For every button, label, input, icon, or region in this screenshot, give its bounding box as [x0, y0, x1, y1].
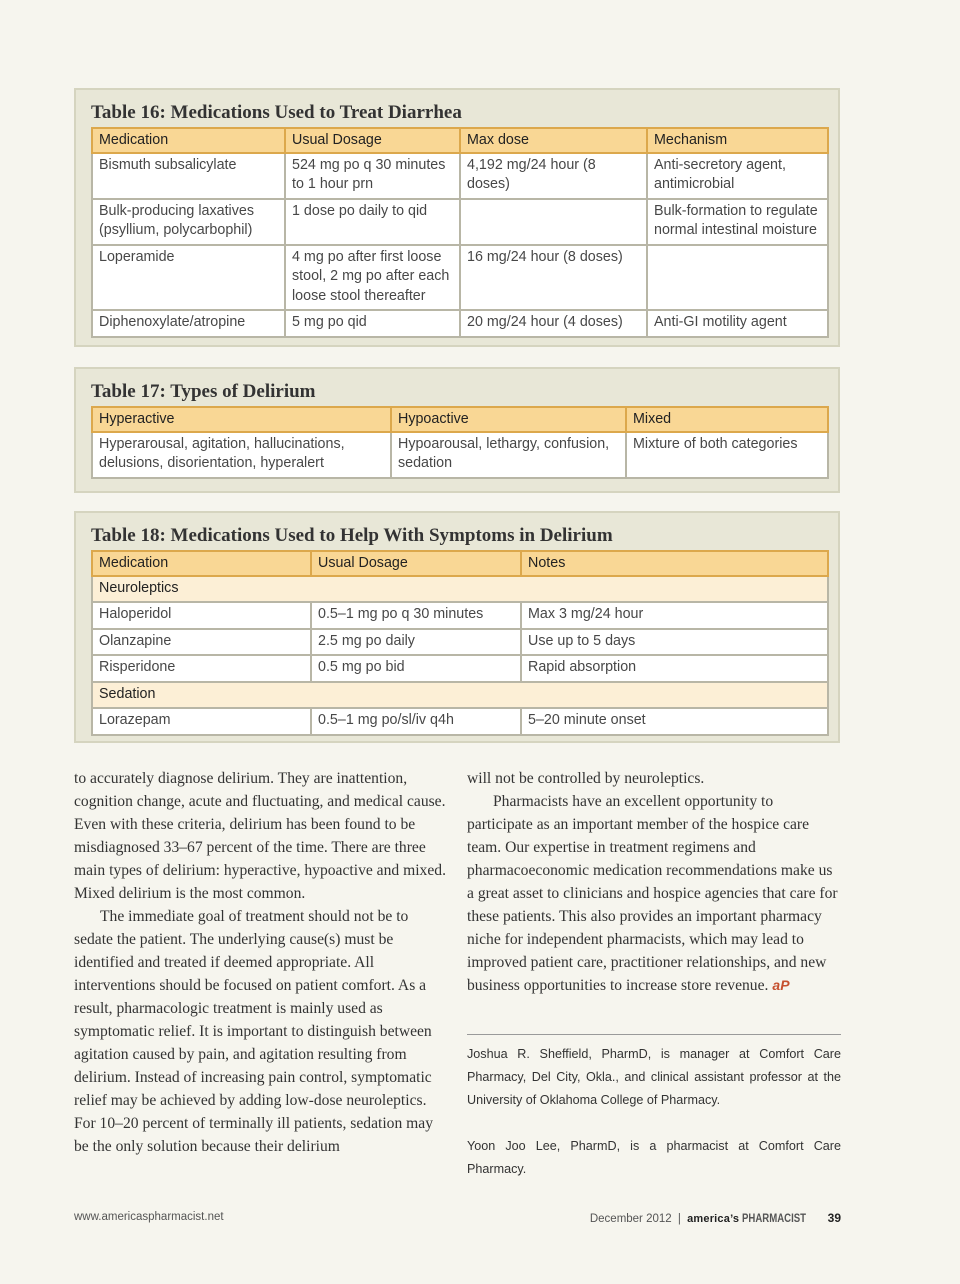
table-header-row — [92, 407, 828, 432]
table-row — [92, 310, 828, 337]
article-left-column — [74, 767, 448, 1158]
paragraph: to accurately diagnose delirium. They are inattention, cognition change, acute and fluctuating, and medical cause. Even with these criteria, delirium has been found to be misdiagnosed 33–67 percent of the time. There are three main types of delirium: hyperactive, hypoactive and mixed. Mixed delirium is the most common. — [74, 770, 446, 902]
col-header: Hypoactive — [391, 407, 626, 432]
table-cell: 4,192 mg/24 hour (8 doses) — [460, 153, 647, 199]
table-cell: Diphenoxylate/atropine — [92, 310, 285, 337]
table-row — [92, 245, 828, 311]
footer-date: December 2012 — [589, 1213, 672, 1225]
table-cell: 0.5 mg po bid — [311, 655, 521, 682]
end-mark-logo: aP — [772, 977, 790, 993]
bio-divider — [467, 1034, 841, 1035]
author-bio-1: Joshua R. Sheffield, PharmD, is manager at Comfort Care Pharmacy, Del City, Okla., and clinical assistant professor at the University of Oklahoma College of Pharmacy. — [467, 1047, 841, 1107]
paragraph: The immediate goal of treatment should not be to sedate the patient. The underlying cause(s) must be identified and treated if deemed appropriate. All interventions should be focused on patient comfort. As a result, pharmacologic treatment is mainly used as symptomatic relief. It is important to distinguish between agitation caused by pain, and agitation resulting from delirium. Instead of increasing pain control, symptomatic relief may be achieved by adding low-dose neuroleptics. For 10–20 percent of terminally ill patients, sedation may be the only solution because their delirium — [74, 908, 434, 1155]
table-16-box — [74, 88, 840, 347]
paragraph: will not be controlled by neuroleptics. — [467, 770, 705, 787]
table-cell: Olanzapine — [92, 629, 311, 656]
section-label: Sedation — [92, 682, 828, 709]
table-cell: 20 mg/24 hour (4 doses) — [460, 310, 647, 337]
table-cell: 524 mg po q 30 minutes to 1 hour prn — [285, 153, 460, 199]
table-row — [92, 199, 828, 245]
article-right-column — [467, 767, 841, 997]
paragraph — [467, 790, 841, 997]
col-header: Mechanism — [647, 128, 828, 153]
footer-url[interactable]: www.americaspharmacist.net — [74, 1211, 224, 1223]
table-cell: Lorazepam — [92, 708, 311, 735]
col-header: Mixed — [626, 407, 828, 432]
col-header: Max dose — [460, 128, 647, 153]
table-cell: Use up to 5 days — [521, 629, 828, 656]
table-cell: Hyperarousal, agitation, hallucinations, delusions, disorientation, hyperalert — [92, 432, 391, 478]
col-header: Usual Dosage — [311, 551, 521, 576]
table-cell: 5 mg po qid — [285, 310, 460, 337]
table-row — [92, 432, 828, 478]
table-16-title: Table 16: Medications Used to Treat Diarrhea — [91, 102, 462, 123]
table-cell: Hypoarousal, lethargy, confusion, sedation — [391, 432, 626, 478]
paragraph-text: Pharmacists have an excellent opportunity to participate as an important member of the hospice care team. Our expertise in treatment regimens and pharmacoeconomic medication recommendations make us a great asset to clinicians and hospice agencies that care for these patients. This also provides an important pharmacy niche for independent pharmacists, which may lead to improved patient care, practitioner relationships, and new business opportunities to increase store revenue. — [467, 793, 838, 994]
table-cell: Bulk-formation to regulate normal intestinal moisture — [647, 199, 828, 245]
table-header-row — [92, 128, 828, 153]
table-cell: Risperidone — [92, 655, 311, 682]
table-cell — [647, 245, 828, 311]
table-header-row — [92, 551, 828, 576]
col-header: Notes — [521, 551, 828, 576]
table-18-title: Table 18: Medications Used to Help With Symptoms in Delirium — [91, 525, 613, 546]
table-row — [92, 602, 828, 629]
section-row — [92, 576, 828, 603]
table-cell: Bismuth subsalicylate — [92, 153, 285, 199]
brand-logo-big: PHARMACIST — [742, 1211, 807, 1225]
table-16 — [91, 127, 829, 338]
table-18-box — [74, 511, 840, 743]
footer-separator: | — [677, 1213, 681, 1225]
table-row — [92, 629, 828, 656]
table-cell: Rapid absorption — [521, 655, 828, 682]
author-bio-2: Yoon Joo Lee, PharmD, is a pharmacist at Comfort Care Pharmacy. — [467, 1139, 841, 1176]
table-cell: Haloperidol — [92, 602, 311, 629]
table-cell: 16 mg/24 hour (8 doses) — [460, 245, 647, 311]
table-row — [92, 655, 828, 682]
table-cell: Anti-secretory agent, antimicrobial — [647, 153, 828, 199]
col-header: Usual Dosage — [285, 128, 460, 153]
table-cell: Anti-GI motility agent — [647, 310, 828, 337]
table-cell: 0.5–1 mg po q 30 minutes — [311, 602, 521, 629]
col-header: Medication — [92, 128, 285, 153]
table-cell: 1 dose po daily to qid — [285, 199, 460, 245]
table-cell: 4 mg po after first loose stool, 2 mg po after each loose stool thereafter — [285, 245, 460, 311]
table-cell: 0.5–1 mg po/sl/iv q4h — [311, 708, 521, 735]
table-cell: Loperamide — [92, 245, 285, 311]
section-label: Neuroleptics — [92, 576, 828, 603]
table-cell — [460, 199, 647, 245]
table-cell: 5–20 minute onset — [521, 708, 828, 735]
table-cell: Bulk-producing laxatives (psyllium, polycarbophil) — [92, 199, 285, 245]
table-18 — [91, 550, 829, 736]
table-row — [92, 153, 828, 199]
table-17-title: Table 17: Types of Delirium — [91, 381, 316, 402]
table-17-box — [74, 367, 840, 493]
brand-logo-small: america’s — [687, 1213, 740, 1225]
table-cell: 2.5 mg po daily — [311, 629, 521, 656]
table-17 — [91, 406, 829, 479]
footer-right — [590, 1211, 841, 1225]
col-header: Medication — [92, 551, 311, 576]
table-cell: Mixture of both categories — [626, 432, 828, 478]
page-number: 39 — [827, 1211, 841, 1225]
section-row — [92, 682, 828, 709]
table-row — [92, 708, 828, 735]
col-header: Hyperactive — [92, 407, 391, 432]
table-cell: Max 3 mg/24 hour — [521, 602, 828, 629]
